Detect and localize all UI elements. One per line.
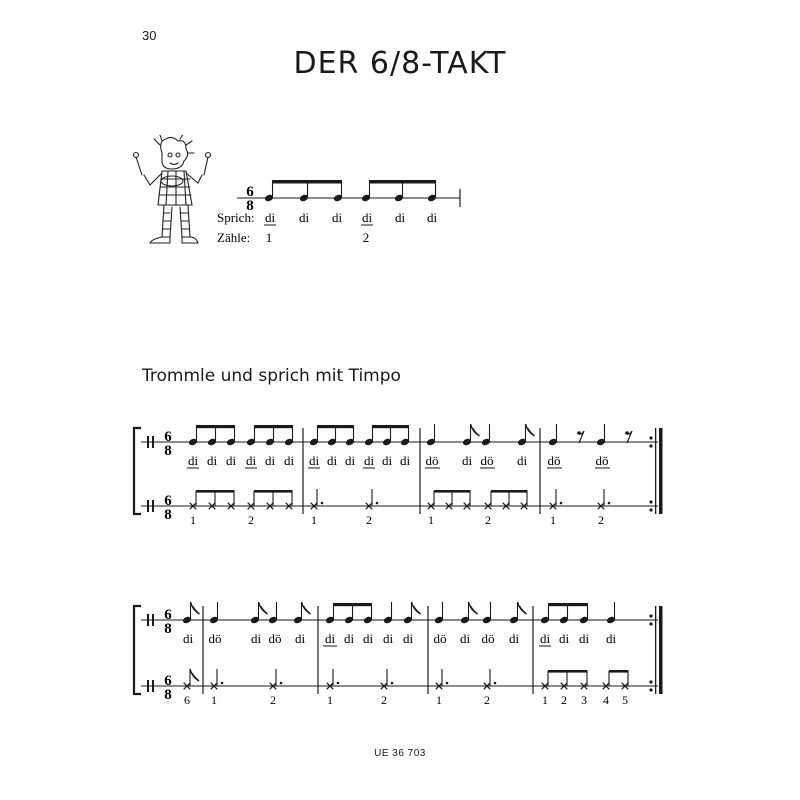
count: 1	[428, 513, 434, 527]
count: 1	[550, 513, 556, 527]
syllable: di	[459, 631, 471, 646]
intro-syllable: di	[298, 210, 310, 225]
time-signature-bottom: 8	[164, 687, 172, 703]
syllable: dö	[433, 631, 447, 646]
intro-syllable: di	[394, 210, 406, 225]
intro-syllable: di	[361, 210, 373, 225]
syllable: di	[245, 453, 257, 468]
intro-count: 2	[362, 230, 370, 245]
syllable: di	[326, 453, 338, 468]
count: 1	[190, 513, 196, 527]
syllable: di	[182, 631, 194, 646]
syllable: di	[343, 631, 355, 646]
syllable: di	[362, 631, 374, 646]
intro-note-group-1	[264, 180, 343, 202]
intro-syllable: di	[331, 210, 343, 225]
intro-syllable: di	[426, 210, 438, 225]
syllable: di	[558, 631, 570, 646]
syllable: dö	[480, 453, 494, 468]
syllable: di	[250, 631, 262, 646]
bar-1-notes	[188, 425, 294, 446]
count: 2	[366, 513, 372, 527]
system2-bar-1-notes	[209, 602, 311, 624]
pickup-note	[182, 602, 200, 624]
time-signature-top: 6	[164, 607, 172, 623]
syllable: dö	[425, 453, 439, 468]
intro-note-group-2	[361, 180, 437, 202]
count: 1	[327, 693, 333, 707]
count: 3	[581, 693, 587, 707]
count: 2	[561, 693, 567, 707]
zaehle-label: Zähle:	[217, 230, 251, 245]
eighth-rest-icon	[577, 431, 584, 443]
syllable: di	[264, 453, 276, 468]
eighth-rest-icon	[625, 431, 632, 443]
syllable: di	[605, 631, 617, 646]
syllable: di	[578, 631, 590, 646]
bar-2-notes	[309, 425, 410, 446]
system2-bar-3-notes	[434, 602, 527, 624]
time-signature-bottom: 8	[164, 507, 172, 523]
count: 1	[211, 693, 217, 707]
intro-syllable: di	[264, 210, 276, 225]
syllable: di	[402, 631, 414, 646]
system2-bar-2-notes	[325, 602, 421, 624]
final-repeat-barline	[649, 606, 662, 694]
count: 2	[598, 513, 604, 527]
page-number: 30	[142, 28, 157, 43]
syllable: di	[324, 631, 336, 646]
count: 5	[622, 693, 628, 707]
system-2-bracket	[134, 606, 141, 694]
intro-time-signature-bottom: 8	[246, 198, 254, 214]
count: 4	[603, 693, 609, 707]
syllable: dö	[208, 631, 222, 646]
syllable: di	[363, 453, 375, 468]
bar-4-notes	[548, 424, 632, 446]
syllable: di	[461, 453, 473, 468]
sprich-label: Sprich:	[217, 210, 255, 225]
syllable: di	[516, 453, 528, 468]
syllable: di	[187, 453, 199, 468]
syllable: di	[283, 453, 295, 468]
count: 2	[484, 693, 490, 707]
syllable: dö	[268, 631, 282, 646]
syllable: di	[381, 453, 393, 468]
bar-3-notes	[426, 424, 535, 446]
count: 2	[485, 513, 491, 527]
section-heading: Trommle und sprich mit Timpo	[142, 366, 401, 386]
count: 2	[270, 693, 276, 707]
syllable: di	[399, 453, 411, 468]
system-1-bracket	[134, 428, 141, 514]
syllable: di	[539, 631, 551, 646]
page-title: DER 6/8-TAKT	[293, 46, 507, 81]
system2-bar-4-notes	[540, 602, 616, 624]
system-2	[134, 602, 663, 707]
syllable: dö	[547, 453, 561, 468]
footer-catalog-code: UE 36 703	[374, 748, 426, 759]
time-signature-top: 6	[164, 493, 172, 509]
intro-time-signature-top: 6	[246, 184, 254, 200]
syllable: dö	[481, 631, 495, 646]
final-repeat-barline	[649, 428, 662, 514]
syllable: di	[206, 453, 218, 468]
count: 1	[436, 693, 442, 707]
intro-staff	[217, 180, 460, 245]
time-signature-top: 6	[164, 429, 172, 445]
time-signature-bottom: 8	[164, 443, 172, 459]
syllable: di	[308, 453, 320, 468]
system-1	[134, 424, 663, 527]
count: 1	[311, 513, 317, 527]
syllable: di	[508, 631, 520, 646]
count: 1	[542, 693, 548, 707]
syllable: di	[225, 453, 237, 468]
syllable: di	[294, 631, 306, 646]
time-signature-top: 6	[164, 673, 172, 689]
time-signature-bottom: 8	[164, 621, 172, 637]
count: 2	[381, 693, 387, 707]
syllable: di	[382, 631, 394, 646]
intro-count: 1	[265, 230, 273, 245]
syllable: dö	[595, 453, 609, 468]
count: 2	[248, 513, 254, 527]
count: 6	[184, 693, 190, 707]
syllable: di	[344, 453, 356, 468]
